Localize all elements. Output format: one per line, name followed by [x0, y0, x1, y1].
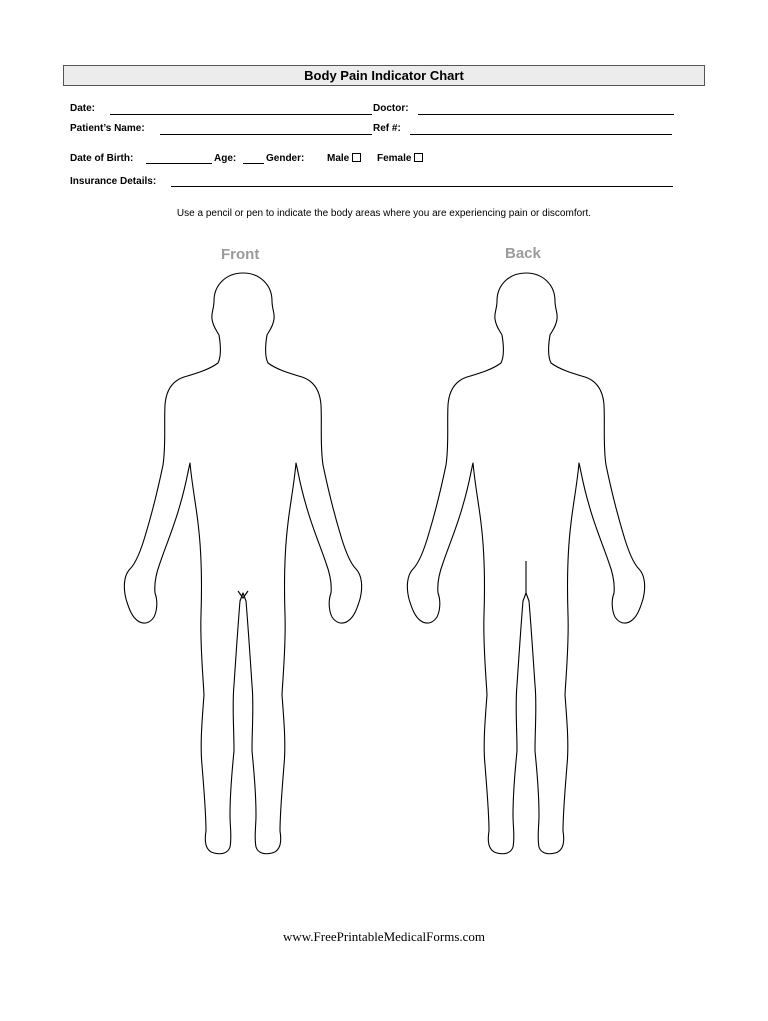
back-label: Back: [505, 245, 541, 262]
female-checkbox[interactable]: [414, 153, 423, 162]
insurance-field[interactable]: [171, 186, 673, 187]
patient-name-field[interactable]: [160, 134, 372, 135]
female-option[interactable]: [377, 153, 423, 164]
footer-website: www.FreePrintableMedicalForms.com: [282, 929, 486, 944]
instructions-text: Use a pencil or pen to indicate the body areas where you are experiencing pain or discomfort.: [176, 208, 592, 219]
front-body-outline[interactable]: [118, 265, 368, 865]
ref-field[interactable]: [410, 134, 672, 135]
date-label: Date:: [70, 103, 96, 114]
gender-label: Gender:: [266, 153, 305, 164]
male-option[interactable]: [327, 153, 361, 164]
male-checkbox[interactable]: [352, 153, 361, 162]
doctor-label: Doctor:: [373, 103, 409, 114]
form-title-text: Body Pain Indicator Chart: [304, 68, 464, 83]
doctor-field[interactable]: [418, 114, 674, 115]
form-title: [63, 65, 705, 86]
male-label: Male: [327, 153, 350, 164]
ref-label: Ref #:: [373, 123, 401, 134]
age-label: Age:: [214, 153, 237, 164]
dob-field[interactable]: [146, 163, 212, 164]
date-field[interactable]: [110, 114, 372, 115]
front-label: Front: [221, 246, 260, 263]
back-body-outline[interactable]: [401, 265, 651, 865]
patient-name-label: Patient’s Name:: [70, 123, 145, 134]
insurance-label: Insurance Details:: [70, 176, 157, 187]
female-label: Female: [377, 153, 412, 164]
dob-label: Date of Birth:: [70, 153, 134, 164]
age-field[interactable]: [243, 163, 264, 164]
